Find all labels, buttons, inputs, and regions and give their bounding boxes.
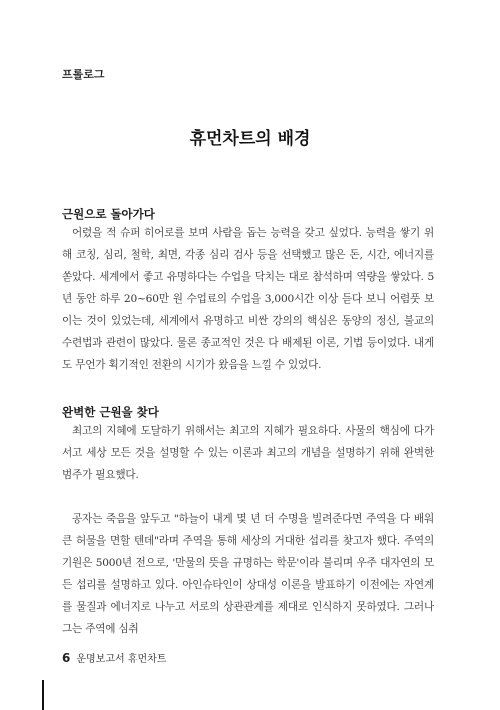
chapter-title: 휴먼차트의 배경 xyxy=(189,129,311,149)
section-heading-1: 근원으로 돌아가다 xyxy=(62,207,155,221)
section-heading-2: 완벽한 근원을 찾다 xyxy=(62,405,159,419)
paragraph-1: 어렸을 적 슈퍼 히어로를 보며 사람을 돕는 능력을 갖고 싶었다. 능력을 쌓기 위해 코칭, 심리, 철학, 최면, 각종 심리 검사 등을 선택했고 많은 돈, 시간, 에너지를 쏟았다. 세계에서 좋고 유명하다는 수업을 닥치는 대로 참석하며 역량을 쌓았다. 5년 동안 하루 20~60만 원 수업료의 수업을 3,000시간 이상 듣다 보니 어렴풋 보이는 것이 있었는데, 세계에서 유명하고 비싼 강의의 핵심은 동양의 정신, 불교의 수련법과 관련이 많았다. 물론 종교적인 것은 다 배제된 이론, 기법 등이었다. 내게도 무언가 획기적인 전환의 시기가 왔음을 느낄 수 있었다. xyxy=(62,227,434,371)
page-footer xyxy=(62,650,166,665)
section-label: 프롤로그 xyxy=(62,68,105,81)
paragraph-2: 최고의 지혜에 도달하기 위해서는 최고의 지혜가 필요하다. 사물의 핵심에 다가서고 세상 모든 것을 설명할 수 있는 이론과 최고의 개념을 설명하기 위해 완벽한 범주가 필요했다. xyxy=(62,425,434,481)
paragraph-3: 공자는 죽음을 앞두고 "하늘이 내게 몇 년 더 수명을 빌려준다면 주역을 다 배워 큰 허물을 면할 텐데"라며 주역을 통해 세상의 거대한 섭리를 찾고자 했다. 주역의 기원은 5000년 전으로, '만물의 뜻을 규명하는 학문'이라 불리며 우주 대자연의 모든 섭리를 설명하고 있다. 아인슈타인이 상대성 이론을 발표하기 이전에는 자연계를 물질과 에너지로 나누고 서로의 상관관계를 제대로 인식하지 못하였다. 그러나 그는 주역에 심취 xyxy=(62,513,434,635)
page-number: 6 xyxy=(62,651,71,665)
book-title: 운명보고서 휴먼차트 xyxy=(76,654,167,665)
